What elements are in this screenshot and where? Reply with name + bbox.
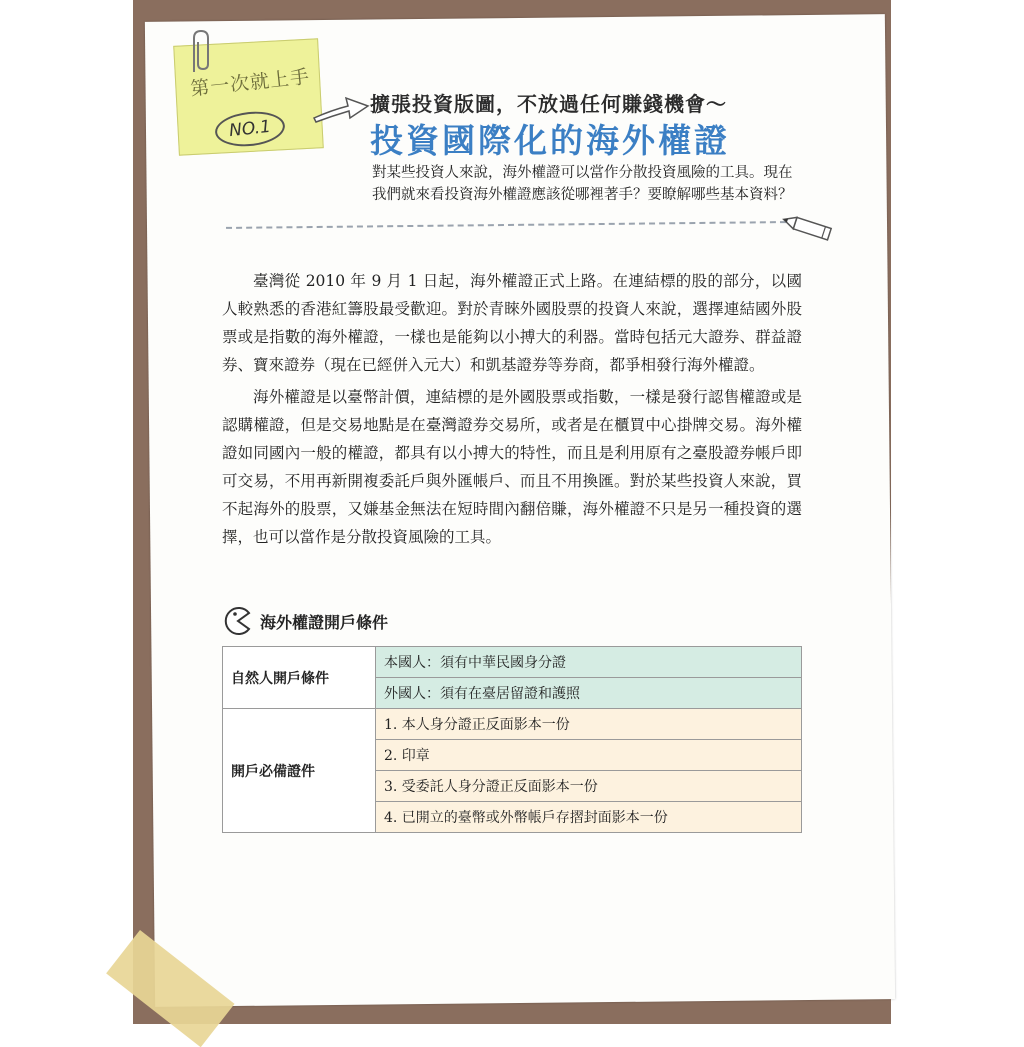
intro-text: 對某些投資人來說，海外權證可以當作分散投資風險的工具。現在我們就來看投資海外權證應該從哪裡著手？要瞭解哪些基本資料？: [372, 165, 793, 203]
table-cell: 外國人：須有在臺居留證和護照: [376, 678, 802, 709]
table-cell: 4. 已開立的臺幣或外幣帳戶存摺封面影本一份: [376, 802, 802, 833]
body-paragraph-1: 臺灣從 2010 年 9 月 1 日起，海外權證正式上路。在連結標的股的部分，以國人較熟悉的香港紅籌股最受歡迎。對於青睞外國股票的投資人來說，選擇連結國外股票或是指數的海外權證，一樣也是能夠以小搏大的利器。當時包括元大證券、群益證券、寶來證券（現在已經併入元大）和凱基證券等券商，都爭相發行海外權證。: [222, 272, 802, 374]
body-paragraph-2: 海外權證是以臺幣計價，連結標的是外國股票或指數，一樣是發行認售權證或是認購權證，但是交易地點是在臺灣證券交易所，或者是在櫃買中心掛牌交易。海外權證如同國內一般的權證，都具有以小搏大的特性，而且是利用原有之臺股證券帳戶即可交易，不用再新開複委託戶與外匯帳戶、而且不用換匯。對於某些投資人來說，買不起海外的股票，又嫌基金無法在短時間內翻倍賺，海外權證不只是另一種投資的選擇，也可以當作是分散投資風險的工具。: [222, 388, 802, 546]
natural-person-label: 自然人開戶條件: [223, 647, 376, 709]
page-subtitle: 擴張投資版圖，不放過任何賺錢機會～: [370, 92, 727, 116]
table-cell: 2. 印章: [376, 740, 802, 771]
table-cell: 3. 受委託人身分證正反面影本一份: [376, 771, 802, 802]
pencil-icon: [780, 214, 840, 244]
pacman-icon: [221, 605, 255, 637]
body-text: [222, 267, 802, 555]
account-conditions-table: [222, 646, 802, 833]
section-title: 海外權證開戶條件: [260, 613, 389, 632]
table-cell: 本國人：須有中華民國身分證: [376, 647, 802, 678]
sticky-title: 第一次就上手: [189, 65, 311, 101]
table-row: [223, 647, 802, 678]
table-cell: 1. 本人身分證正反面影本一份: [376, 709, 802, 740]
page-title: 投資國際化的海外權證: [370, 121, 730, 160]
sticky-number-badge: NO.1: [213, 108, 286, 149]
table-row: [223, 709, 802, 740]
arrow-icon: [312, 88, 372, 128]
required-docs-label: 開戶必備證件: [223, 709, 376, 833]
